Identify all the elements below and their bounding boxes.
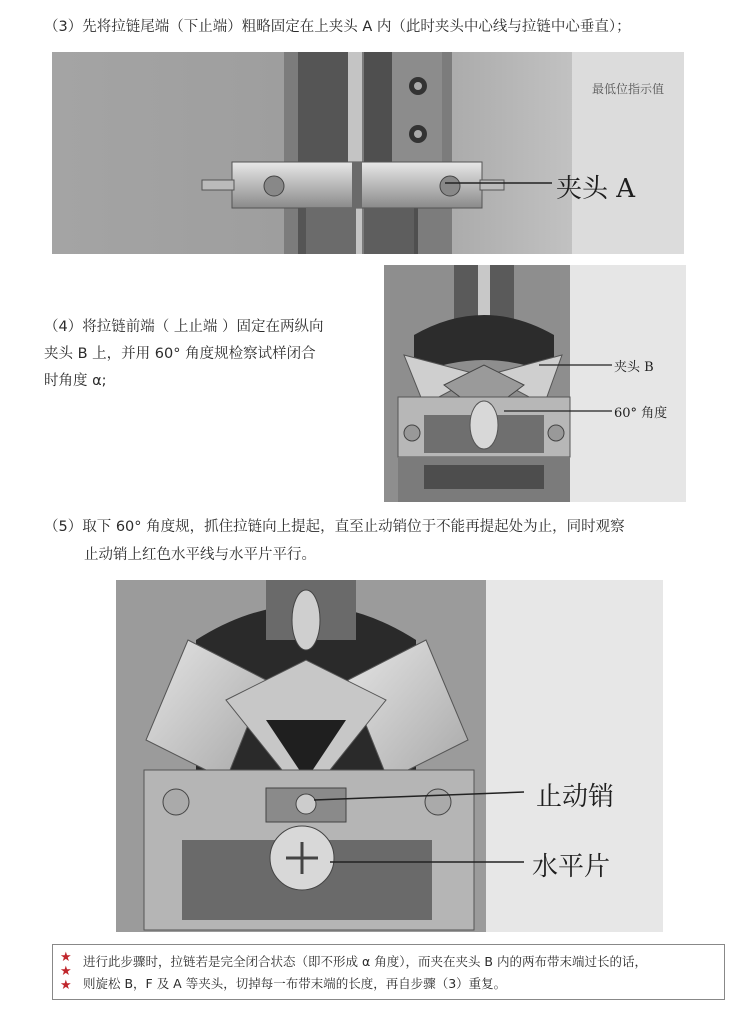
star-icon: ★ bbox=[60, 950, 72, 965]
clamp-b-photo bbox=[384, 265, 686, 502]
angle-gauge-label: 60° 角度 bbox=[614, 406, 668, 421]
step-4-line-1: （4）将拉链前端（ 上止端 ）固定在两纵向 bbox=[44, 319, 324, 335]
note-box bbox=[52, 944, 725, 1000]
note-line-1: 进行此步骤时，拉链若是完全闭合状态（即不形成 α 角度），而夹在夹头 B 内的两布带末端过长的话， bbox=[83, 954, 647, 969]
step-5-line-1: （5）取下 60° 角度规，抓住拉链向上提起，直至止动销位于不能再提起处为止，同时观察 bbox=[44, 519, 625, 535]
clamp-a-illustration bbox=[52, 52, 684, 254]
step-5-line-2: 止动销上红色水平线与水平片平行。 bbox=[84, 547, 316, 563]
horizontal-plate-label: 水平片 bbox=[532, 852, 611, 882]
step-4-text bbox=[44, 314, 362, 395]
note-line-2: 则旋松 B，F 及 A 等夹头，切掉每一布带末端的长度，再自步骤（3）重复。 bbox=[83, 976, 507, 991]
step-3-text: （3）先将拉链尾端（下止端）粗略固定在上夹头 A 内（此时夹头中心线与拉链中心垂直）； bbox=[44, 19, 631, 35]
clamp-b-label: 夹头 B bbox=[614, 360, 654, 375]
clamp-a-photo bbox=[52, 52, 684, 254]
background-sign-text: 最低位指示值 bbox=[592, 82, 665, 96]
star-icon: ★ bbox=[60, 964, 72, 979]
clamp-a-label: 夹头 A bbox=[556, 174, 636, 204]
stop-pin-label: 止动销 bbox=[536, 782, 615, 812]
clamp-b-illustration bbox=[384, 265, 686, 502]
stop-pin-photo bbox=[116, 580, 663, 932]
step-4-line-2: 夹头 B 上，并用 60° 角度规检察试样闭合 bbox=[44, 346, 316, 362]
star-icon: ★ bbox=[60, 978, 72, 993]
step-4-line-3: 时角度 α; bbox=[44, 373, 107, 389]
